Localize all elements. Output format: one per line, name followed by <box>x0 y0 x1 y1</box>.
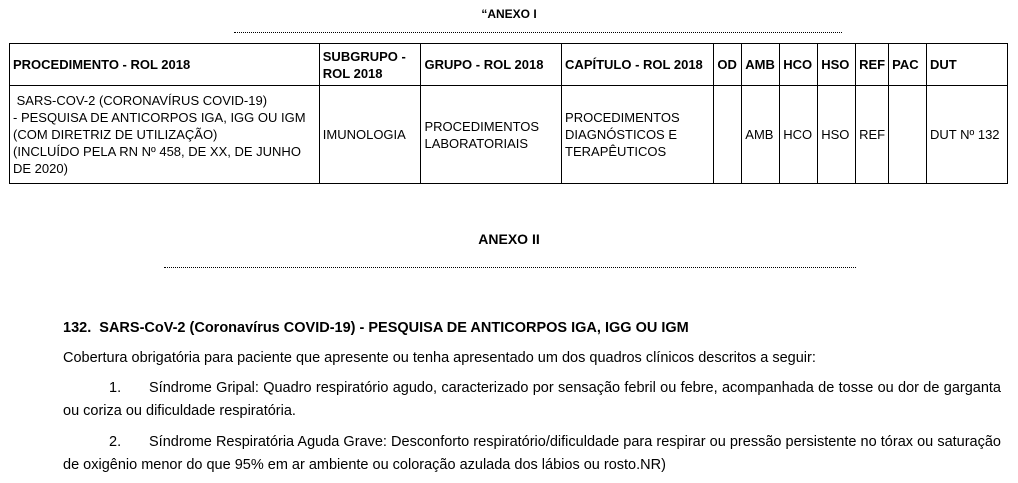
list-item <box>63 377 1001 423</box>
dotted-separator <box>164 259 856 268</box>
header-grupo: GRUPO - ROL 2018 <box>421 44 562 86</box>
procedimento-line: (INCLUÍDO PELA RN Nº 458, DE XX, DE JUNHO <box>13 144 301 159</box>
anexo-i-title: “ANEXO I <box>481 7 537 21</box>
list-item-text: Síndrome Gripal: Quadro respiratório agudo, caracterizado por sensação febril ou febre, acompanhada de tosse ou dor de garganta ou coriza ou dificuldade respiratória. <box>63 380 1001 419</box>
header-od: OD <box>714 44 742 86</box>
cell-grupo: PROCEDIMENTOS LABORATORIAIS <box>421 86 562 184</box>
cell-hco: HCO <box>780 86 818 184</box>
anexo-ii-title: ANEXO II <box>478 231 540 247</box>
header-ref: REF <box>856 44 889 86</box>
header-hco: HCO <box>780 44 818 86</box>
header-dut: DUT <box>927 44 1008 86</box>
cell-pac <box>889 86 927 184</box>
header-capitulo: CAPÍTULO - ROL 2018 <box>562 44 714 86</box>
cell-dut: DUT Nº 132 <box>927 86 1008 184</box>
procedimento-line: SARS-COV-2 (CORONAVÍRUS COVID-19) <box>13 93 268 108</box>
table-row <box>10 86 1008 184</box>
list-item-number: 2. <box>109 434 122 450</box>
procedimento-line: DE 2020) <box>13 161 68 176</box>
rol-table <box>9 43 1008 184</box>
table-header-row <box>10 44 1008 86</box>
dotted-separator <box>234 24 842 33</box>
section-heading: 132. SARS-CoV-2 (Coronavírus COVID-19) - PESQUISA DE ANTICORPOS IGA, IGG OU IGM <box>63 320 689 336</box>
list-item <box>63 431 1001 477</box>
section-intro: Cobertura obrigatória para paciente que apresente ou tenha apresentado um dos quadros clínicos descritos a seguir: <box>63 350 816 366</box>
cell-od <box>714 86 742 184</box>
cell-ref: REF <box>856 86 889 184</box>
procedimento-line: (COM DIRETRIZ DE UTILIZAÇÃO) <box>13 127 218 142</box>
cell-subgrupo: IMUNOLOGIA <box>319 86 421 184</box>
header-procedimento: PROCEDIMENTO - ROL 2018 <box>10 44 320 86</box>
list-item-number: 1. <box>109 380 122 396</box>
cell-amb: AMB <box>742 86 780 184</box>
header-amb: AMB <box>742 44 780 86</box>
header-pac: PAC <box>889 44 927 86</box>
cell-capitulo: PROCEDIMENTOS DIAGNÓSTICOS E TERAPÊUTICOS <box>562 86 714 184</box>
header-subgrupo: SUBGRUPO - ROL 2018 <box>319 44 421 86</box>
cell-hso: HSO <box>818 86 856 184</box>
procedimento-line: - PESQUISA DE ANTICORPOS IGA, IGG OU IGM <box>13 110 306 125</box>
header-hso: HSO <box>818 44 856 86</box>
list-item-text: Síndrome Respiratória Aguda Grave: Desconforto respiratório/dificuldade para respirar ou pressão persistente no tórax ou saturação de oxigênio menor do que 95% em ar ambiente ou coloração azulada dos lábios ou rosto.NR) <box>63 434 1001 473</box>
cell-procedimento <box>10 86 320 184</box>
